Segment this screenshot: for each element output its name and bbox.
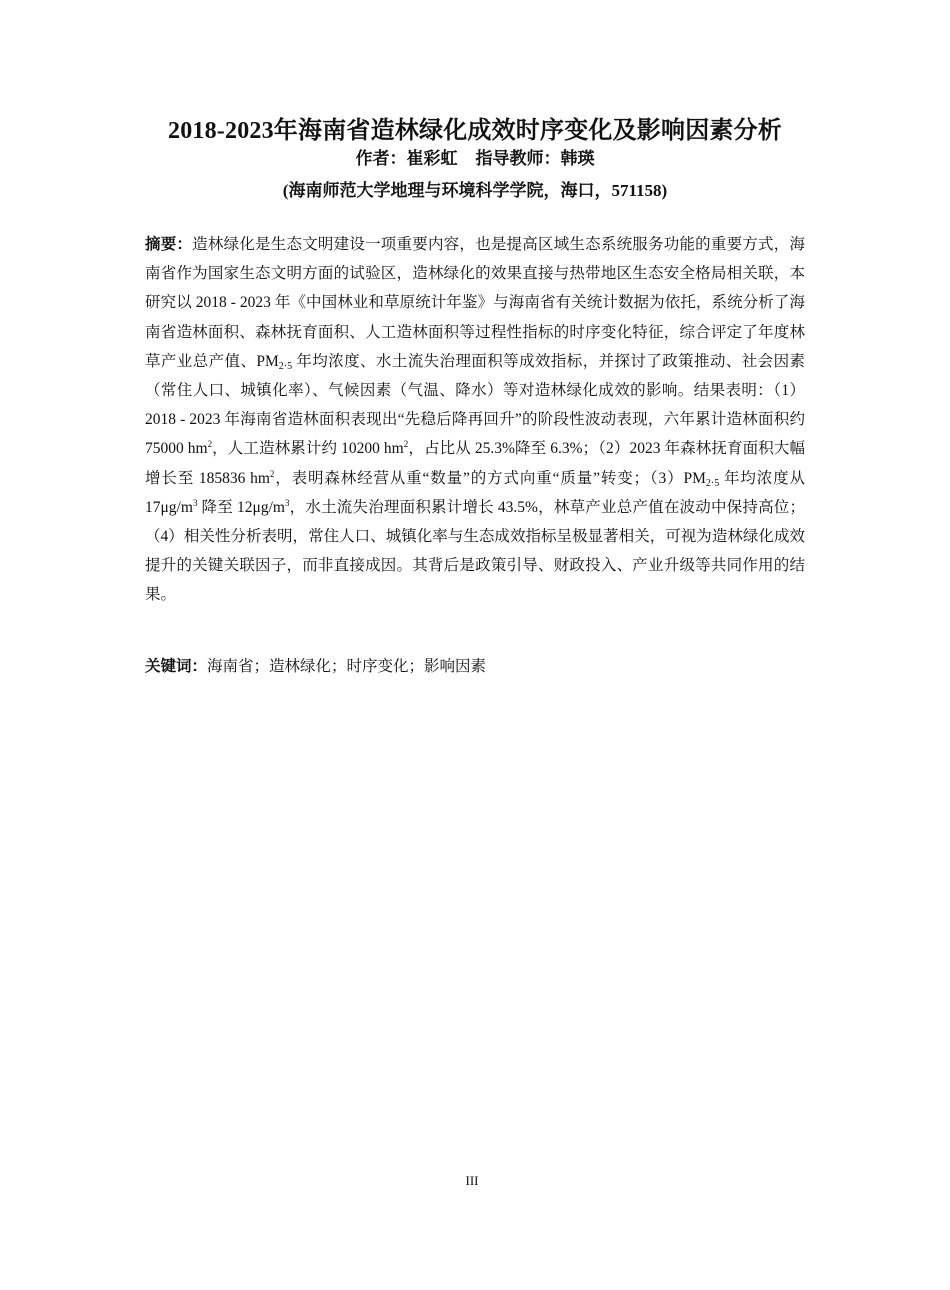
affiliation: (海南师范大学地理与环境科学学院，海口，571158) xyxy=(282,181,668,200)
author-label: 作者： xyxy=(355,149,407,168)
volume-superscript-2: 3 xyxy=(284,497,290,508)
abstract-text-3: ，人工造林累计约 10200 hm xyxy=(212,440,404,458)
abstract-text-6: 年均浓度从 17μg/m xyxy=(145,469,805,516)
abstract-paragraph xyxy=(145,230,805,610)
author-name: 崔彩虹 xyxy=(406,149,458,168)
keywords-line xyxy=(145,652,805,681)
abstract-text-2: 年均浓度、水土流失治理面积等成效指标，并探讨了政策推动、社会因素（常住人口、城镇化率）、气候因素（气温、降水）等对造林绿化成效的影响。结果表明：（1）2018 - 2023 年海南省造林面积表现出“先稳后降再回升”的阶段性波动表现，六年累计造林面积约 75000 hm xyxy=(145,352,805,458)
abstract-text-4: ，占比从 25.3%降至 6.3%；（2）2023 年森林抚育面积大幅增长至 185836 hm xyxy=(145,440,806,487)
abstract-text-7: 降至 12μg/m xyxy=(197,498,285,516)
area-superscript-1: 2 xyxy=(207,439,213,450)
area-superscript-2: 2 xyxy=(403,439,409,450)
abstract-label: 摘要： xyxy=(145,236,193,253)
pm-subscript-2: 2·5 xyxy=(705,477,720,489)
keywords-text: 海南省；造林绿化；时序变化；影响因素 xyxy=(207,658,487,675)
advisor-label: 指导教师： xyxy=(475,149,561,168)
page-number: III xyxy=(465,1173,479,1188)
abstract-text-1: 造林绿化是生态文明建设一项重要内容，也是提高区域生态系统服务功能的重要方式，海南省作为国家生态文明方面的试验区，造林绿化的效果直接与热带地区生态安全格局相关联，本研究以 2018 - 2023 年《中国林业和草原统计年鉴》与海南省有关统计数据为依托，系统分析了海南省造林面积、森林抚育面积、人工造林面积等过程性指标的时序变化特征，综合评定了年度林草产业总产值、PM xyxy=(145,236,805,370)
author-line xyxy=(60,146,890,172)
pm-subscript-1: 2·5 xyxy=(278,360,293,372)
abstract-text-8: ，水土流失治理面积累计增长 43.5%，林草产业总产值在波动中保持高位；（4）相关性分析表明，常住人口、城镇化率与生态成效指标呈极显著相关，可视为造林绿化成效提升的关键关联因子，而非直接成因。其背后是政策引导、财政投入、产业升级等共同作用的结果。 xyxy=(145,498,805,604)
keywords-label: 关键词： xyxy=(145,658,208,675)
paper-title: 2018-2023年海南省造林绿化成效时序变化及影响因素分析 xyxy=(168,118,782,144)
volume-superscript-1: 3 xyxy=(192,497,198,508)
abstract-text-5: ，表明森林经营从重“数量”的方式向重“质量”转变；（3）PM xyxy=(274,469,706,487)
advisor-name: 韩瑛 xyxy=(560,149,595,168)
area-superscript-3: 2 xyxy=(269,468,275,479)
